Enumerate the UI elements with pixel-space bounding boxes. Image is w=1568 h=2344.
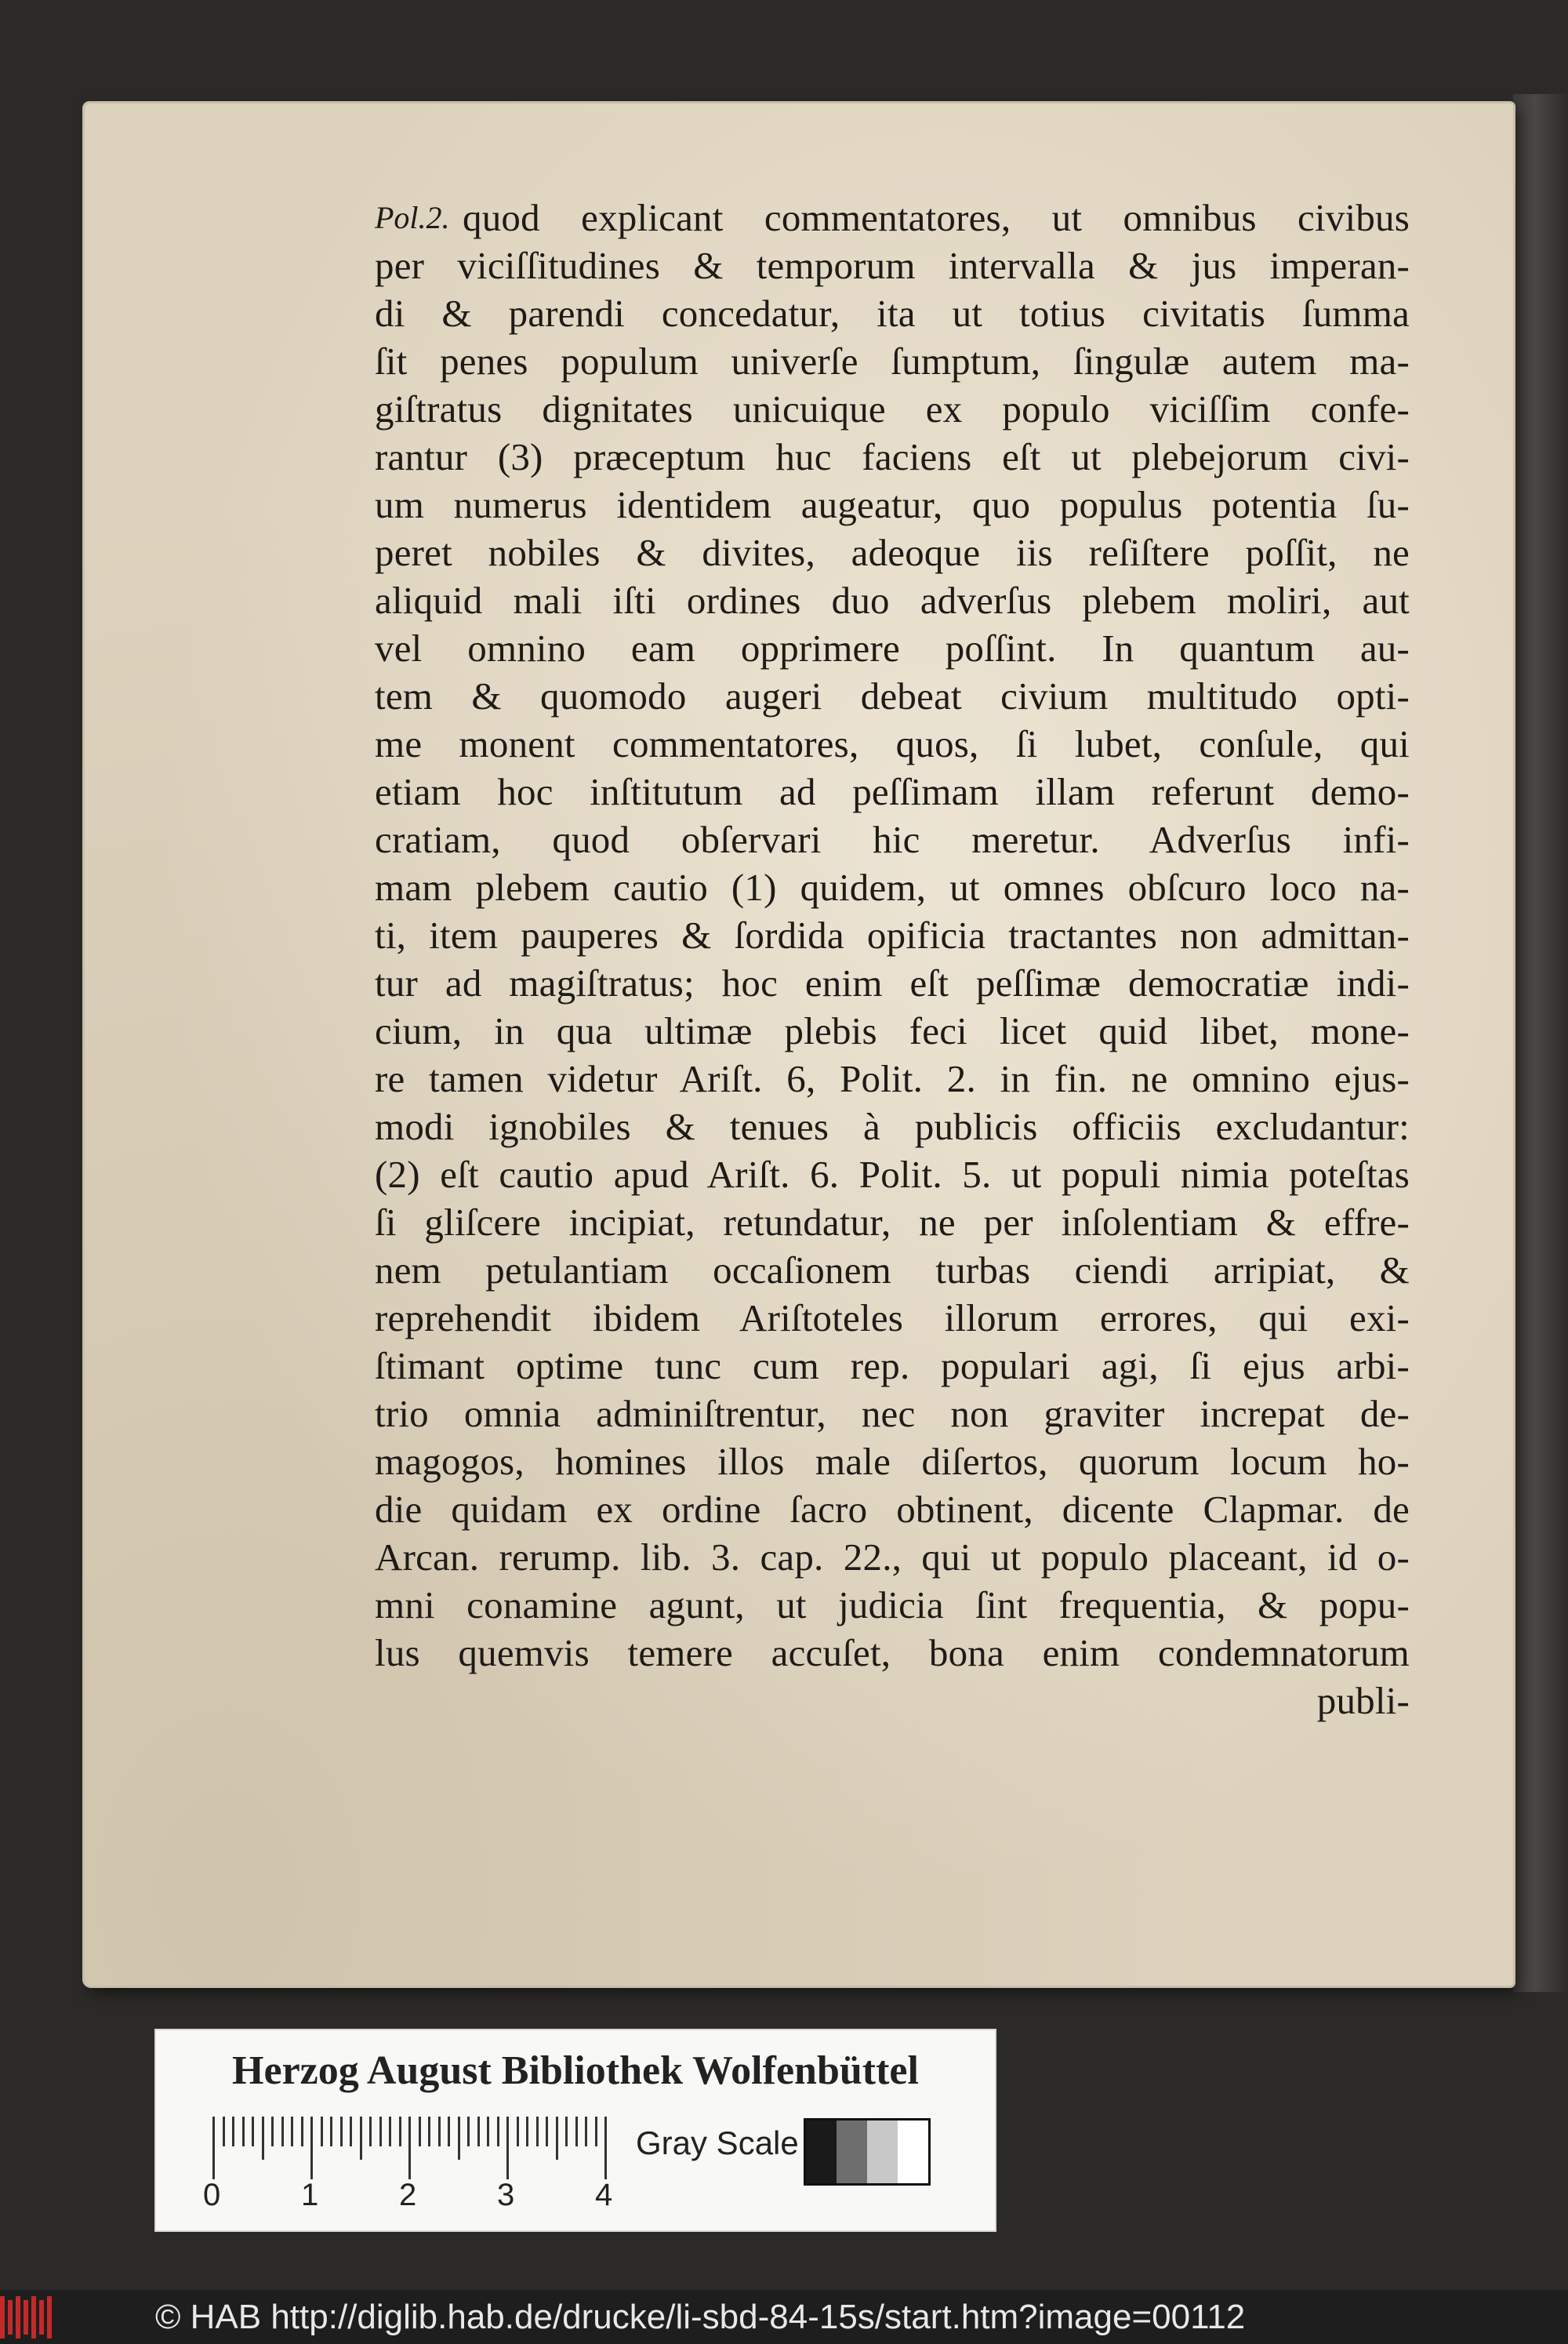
ruler-tick — [448, 2117, 450, 2146]
ruler-tick — [212, 2117, 215, 2179]
text-line: aliquid mali iſti ordines duo adverſus plebem moliri, aut — [375, 579, 1410, 622]
catchword: publi- — [1316, 1679, 1410, 1722]
footer-bar — [0, 2290, 1568, 2344]
ruler-tick — [536, 2117, 539, 2146]
gray-swatch — [867, 2121, 898, 2183]
text-line: ſtimant optime tunc cum rep. populari agi, ſi ejus arbi- — [375, 1344, 1410, 1387]
text-line: mni conamine agunt, ut judicia ſint frequentia, & popu- — [375, 1583, 1410, 1626]
text-line: nem petulantiam occaſionem turbas ciendi arripiat, & — [375, 1248, 1410, 1292]
ruler-tick — [428, 2117, 430, 2146]
logo-bar — [39, 2300, 44, 2335]
logo-bar — [47, 2296, 52, 2339]
logo-bar — [8, 2300, 13, 2335]
ruler-tick — [458, 2117, 460, 2160]
ruler-tick — [301, 2117, 303, 2146]
ruler-tick — [408, 2117, 411, 2179]
text-line: (2) eſt cautio apud Ariſt. 6. Polit. 5. ut populi nimia poteſtas — [375, 1153, 1410, 1196]
text-line: Arcan. rerump. lib. 3. cap. 22., qui ut populo placeant, id o- — [375, 1535, 1410, 1579]
ruler-tick — [506, 2117, 509, 2179]
gray-scale-label: Gray Scale — [636, 2124, 799, 2161]
ruler-tick — [399, 2117, 401, 2146]
text-line: me monent commentatores, quos, ſi lubet, conſule, qui — [375, 722, 1410, 765]
text-line: vel omnino eam opprimere poſſint. In quantum au- — [375, 627, 1410, 670]
gray-swatch — [806, 2121, 837, 2183]
text-line: rantur (3) præceptum huc faciens eſt ut plebejorum civi- — [375, 435, 1410, 478]
text-line: ti, item pauperes & ſordida opificia tractantes non admittan- — [375, 914, 1410, 957]
text-line: giſtratus dignitates unicuique ex populo viciſſim confe- — [375, 387, 1410, 431]
text-line: etiam hoc inſtitutum ad peſſimam illam referunt demo- — [375, 770, 1410, 813]
text-line: mam plebem cautio (1) quidem, ut omnes obſcuro loco na- — [375, 866, 1410, 909]
text-line: tur ad magiſtratus; hoc enim eſt peſſimæ democratiæ indi- — [375, 961, 1410, 1005]
text-line: tem & quomodo augeri debeat civium multitudo opti- — [375, 674, 1410, 718]
hab-logo-icon — [0, 2290, 61, 2344]
text-line: quod explicant commentatores, ut omnibus civibus — [463, 196, 1410, 239]
ruler-tick — [556, 2117, 558, 2160]
ruler-tick — [517, 2117, 519, 2146]
ruler-tick — [369, 2117, 372, 2146]
ruler-number: 1 — [301, 2178, 319, 2212]
library-name: Herzog August Bibliothek Wolfenbüttel — [232, 2048, 919, 2093]
text-line: modi ignobiles & tenues à publicis officiis excludantur: — [375, 1105, 1410, 1148]
margin-note: Pol.2. — [375, 200, 450, 235]
text-line: per viciſſitudines & temporum intervalla & jus imperan- — [375, 244, 1410, 287]
ruler-tick — [565, 2117, 568, 2146]
color-target-card — [154, 2029, 996, 2232]
text-line: magogos, homines illos male diſertos, quorum locum ho- — [375, 1440, 1410, 1483]
text-line: ſi gliſcere incipiat, retundatur, ne per inſolentiam & effre- — [375, 1201, 1410, 1244]
logo-bar — [0, 2296, 5, 2339]
text-line: cium, in qua ultimæ plebis feci licet quid libet, mone- — [375, 1009, 1410, 1052]
logo-bar — [31, 2296, 36, 2339]
ruler-tick — [575, 2117, 578, 2146]
ruler-tick — [330, 2117, 332, 2146]
ruler-tick — [350, 2117, 352, 2146]
ruler-tick — [585, 2117, 587, 2146]
gray-swatch — [837, 2121, 867, 2183]
ruler-tick — [389, 2117, 391, 2146]
ruler-tick — [291, 2117, 293, 2146]
ruler-tick — [419, 2117, 421, 2146]
ruler-number: 4 — [595, 2178, 613, 2212]
text-line: lus quemvis temere accuſet, bona enim condemnatorum — [375, 1631, 1410, 1674]
ruler-tick — [242, 2117, 245, 2146]
ruler-tick — [252, 2117, 254, 2146]
ruler-tick — [321, 2117, 323, 2146]
text-line: ſit penes populum univerſe ſumptum, ſingulæ autem ma- — [375, 340, 1410, 383]
ruler-tick — [360, 2117, 362, 2160]
text-line: trio omnia adminiſtrentur, nec non graviter increpat de- — [375, 1392, 1410, 1435]
ruler-tick — [487, 2117, 489, 2146]
ruler-tick — [232, 2117, 234, 2146]
logo-bar — [24, 2300, 28, 2335]
ruler-number: 2 — [399, 2178, 417, 2212]
ruler-tick — [546, 2117, 548, 2146]
ruler-tick — [497, 2117, 499, 2146]
text-line: re tamen videtur Ariſt. 6, Polit. 2. in fin. ne omnino ejus- — [375, 1057, 1410, 1100]
ruler-number: 3 — [497, 2178, 515, 2212]
ruler-tick — [477, 2117, 480, 2146]
text-line: di & parendi concedatur, ita ut totius civitatis ſumma — [375, 292, 1410, 335]
text-line: peret nobiles & divites, adeoque iis reſiſtere poſſit, ne — [375, 531, 1410, 574]
text-line: die quidam ex ordine ſacro obtinent, dicente Clapmar. de — [375, 1488, 1410, 1531]
gray-swatch — [898, 2121, 928, 2183]
ruler-tick — [526, 2117, 528, 2146]
ruler-tick — [310, 2117, 313, 2179]
ruler-tick — [604, 2117, 607, 2179]
ruler-tick — [281, 2117, 284, 2146]
ruler-tick — [595, 2117, 597, 2146]
text-line: cratiam, quod obſervari hic meretur. Adverſus infi- — [375, 818, 1410, 861]
ruler-tick — [223, 2117, 225, 2146]
ruler-tick — [379, 2117, 382, 2146]
ruler-tick — [467, 2117, 470, 2146]
ruler-number: 0 — [203, 2178, 221, 2212]
logo-bar — [16, 2296, 20, 2339]
text-line: reprehendit ibidem Ariſtoteles illorum errores, qui exi- — [375, 1296, 1410, 1339]
ruler-tick — [262, 2117, 264, 2160]
ruler-tick — [340, 2117, 343, 2146]
footer-url[interactable]: © HAB http://diglib.hab.de/drucke/li-sbd-84-15s/start.htm?image=00112 — [155, 2298, 1246, 2336]
ruler-tick — [438, 2117, 441, 2146]
text-line: um numerus identidem augeatur, quo populus potentia ſu- — [375, 483, 1410, 526]
gray-scale-swatches — [804, 2118, 931, 2186]
ruler-tick — [271, 2117, 274, 2146]
